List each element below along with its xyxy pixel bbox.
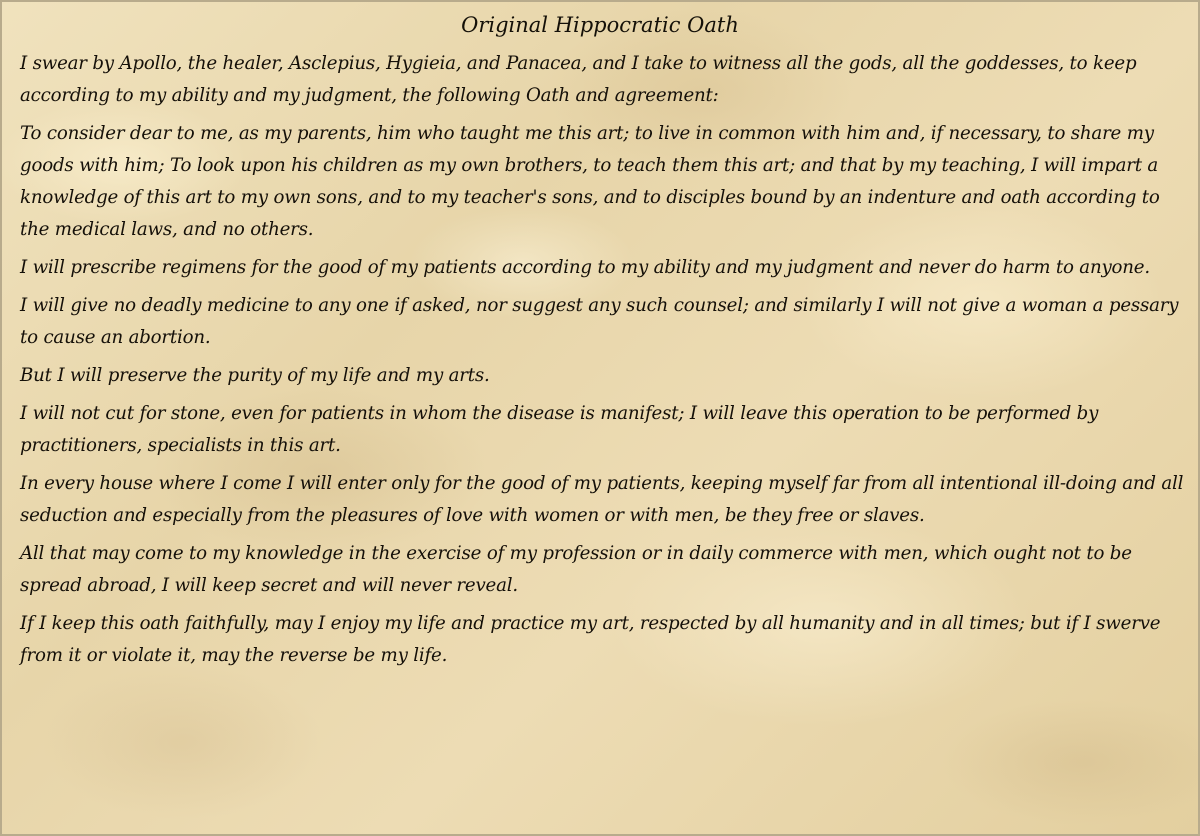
- oath-paragraph: I will give no deadly medicine to any one if asked, nor suggest any such counsel; and similarly I will not give a woman a pessary to cause an abortion.: [20, 295, 1179, 348]
- oath-paragraph: But I will preserve the purity of my life and my arts.: [20, 365, 490, 386]
- oath-paragraph: In every house where I come I will enter only for the good of my patients, keeping myself far from all intentional ill-doing and all seduction and especially from the pleasures of love with women or with men, be they free or slaves.: [20, 473, 1184, 526]
- oath-paragraph: All that may come to my knowledge in the exercise of my profession or in daily commerce with men, which ought not to be spread abroad, I will keep secret and will never reveal.: [20, 543, 1132, 596]
- oath-paragraph: I swear by Apollo, the healer, Asclepius, Hygieia, and Panacea, and I take to witness all the gods, all the goddesses, to keep according to my ability and my judgment, the following Oath and agreement:: [20, 53, 1137, 106]
- oath-paragraph: To consider dear to me, as my parents, him who taught me this art; to live in common with him and, if necessary, to share my goods with him; To look upon his children as my own brothers, to teach them this art; and that by my teaching, I will impart a knowledge of this art to my own sons, and to my teacher's sons, and to disciples bound by an indenture and oath according to the medical laws, and no others.: [20, 123, 1160, 240]
- oath-body: [20, 48, 1186, 678]
- document-title: Original Hippocratic Oath: [461, 13, 739, 37]
- oath-paragraph: I will prescribe regimens for the good of my patients according to my ability and my judgment and never do harm to anyone.: [20, 257, 1150, 278]
- oath-paragraph: If I keep this oath faithfully, may I enjoy my life and practice my art, respected by all humanity and in all times; but if I swerve from it or violate it, may the reverse be my life.: [20, 613, 1161, 666]
- oath-paragraph: I will not cut for stone, even for patients in whom the disease is manifest; I will leave this operation to be performed by practitioners, specialists in this art.: [20, 403, 1099, 456]
